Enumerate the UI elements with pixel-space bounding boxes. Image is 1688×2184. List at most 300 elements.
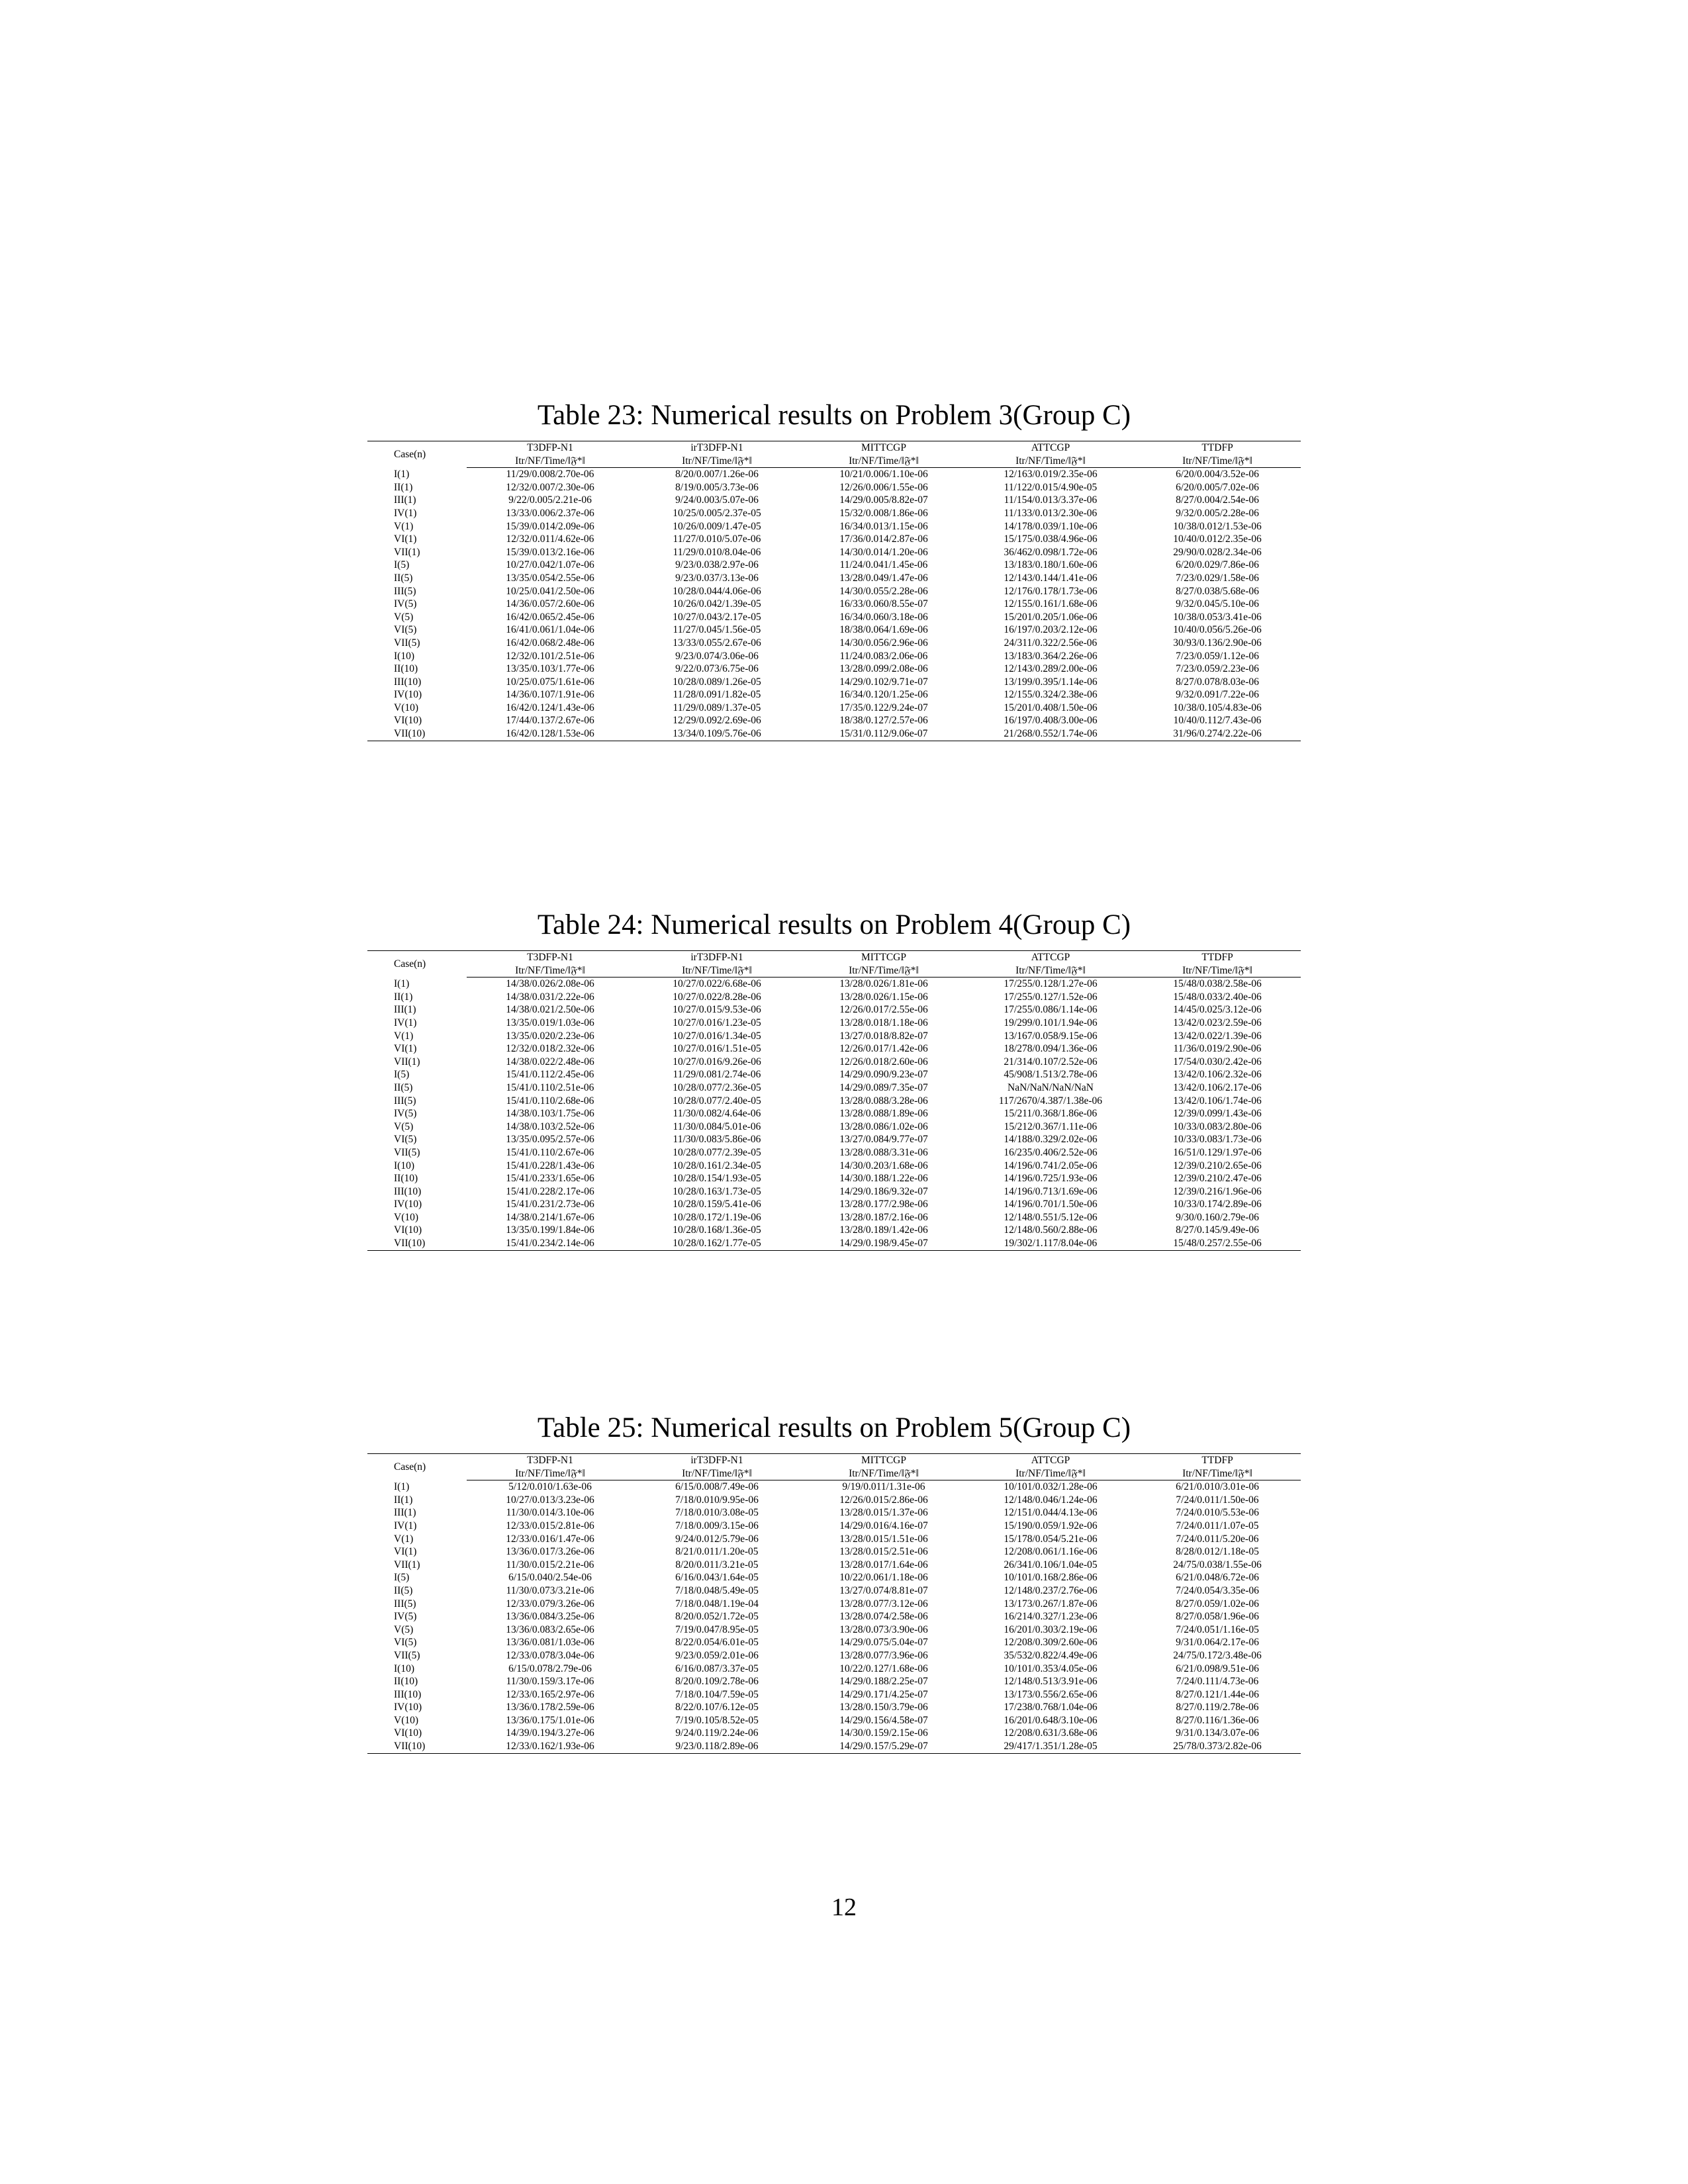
result-cell: 10/22/0.061/1.18e-06 [839, 1572, 928, 1584]
result-cell: 15/41/0.110/2.68e-06 [506, 1095, 594, 1107]
header-metric: Itr/NF/Time/‖𝔉*‖ [633, 964, 800, 978]
result-cell: 12/39/0.216/1.96e-06 [1173, 1185, 1262, 1197]
table-row [367, 1623, 1301, 1637]
result-cell: 11/29/0.081/2.74e-06 [673, 1069, 761, 1081]
result-cell: 11/30/0.082/4.64e-06 [673, 1108, 761, 1120]
table-row [367, 1107, 1301, 1120]
result-cell: 11/28/0.091/1.82e-05 [673, 689, 761, 701]
header-method: irT3DFP-N1 [633, 441, 800, 455]
case-label: V(10) [394, 1714, 419, 1726]
table-row [367, 1649, 1301, 1662]
result-cell: 26/341/0.106/1.04e-05 [1004, 1559, 1098, 1570]
result-cell: 13/28/0.073/3.90e-06 [839, 1623, 928, 1635]
result-cell: 16/34/0.013/1.15e-06 [839, 520, 928, 532]
result-cell: 6/21/0.098/9.51e-06 [1176, 1662, 1259, 1674]
result-cell: 11/30/0.083/5.86e-06 [673, 1134, 761, 1146]
result-cell: 6/20/0.004/3.52e-06 [1176, 469, 1259, 480]
result-cell: 14/29/0.156/4.58e-07 [839, 1714, 928, 1726]
result-cell: 9/23/0.074/3.06e-06 [675, 650, 759, 662]
result-cell: 6/20/0.005/7.02e-06 [1176, 481, 1259, 493]
result-cell: 9/19/0.011/1.31e-06 [842, 1481, 925, 1493]
header-metric: Itr/NF/Time/‖𝔉*‖ [1134, 1467, 1301, 1480]
header-metric: Itr/NF/Time/‖𝔉*‖ [800, 964, 967, 978]
result-cell: 6/21/0.048/6.72e-06 [1176, 1572, 1259, 1584]
table-row [367, 1185, 1301, 1199]
result-cell: 16/41/0.061/1.04e-06 [506, 624, 594, 636]
case-label: I(1) [394, 468, 410, 480]
table-row [367, 1042, 1301, 1056]
case-label: I(10) [394, 650, 414, 662]
result-cell: 6/15/0.008/7.49e-06 [675, 1481, 759, 1493]
table-row [367, 702, 1301, 715]
result-cell: 14/30/0.203/1.68e-06 [839, 1160, 928, 1171]
result-cell: 13/28/0.017/1.64e-06 [839, 1559, 928, 1570]
result-cell: 11/24/0.041/1.45e-06 [839, 559, 928, 571]
header-row-metric [367, 1467, 1301, 1480]
result-cell: 14/39/0.194/3.27e-06 [506, 1727, 594, 1739]
result-cell: 16/33/0.060/8.55e-07 [839, 598, 928, 610]
header-row-methods [367, 951, 1301, 964]
table-row [367, 1740, 1301, 1753]
case-label: VI(10) [394, 715, 422, 727]
case-label: VII(1) [394, 1056, 420, 1068]
result-cell: 10/40/0.056/5.26e-06 [1173, 624, 1262, 636]
result-cell: 10/28/0.154/1.93e-05 [673, 1173, 761, 1185]
table-row [367, 468, 1301, 481]
table-row [367, 1172, 1301, 1185]
result-cell: 8/22/0.054/6.01e-05 [675, 1637, 759, 1649]
result-cell: 7/18/0.010/3.08e-05 [675, 1507, 759, 1519]
result-cell: 13/35/0.095/2.57e-06 [506, 1134, 594, 1146]
case-label: VII(10) [367, 1237, 467, 1250]
header-row-metric [367, 964, 1301, 978]
result-cell: 7/18/0.010/9.95e-06 [675, 1494, 759, 1506]
result-cell: 29/90/0.028/2.34e-06 [1173, 546, 1262, 558]
header-method: irT3DFP-N1 [633, 951, 800, 964]
case-label: IV(1) [394, 507, 417, 519]
result-cell: 9/24/0.012/5.79e-06 [675, 1533, 759, 1545]
result-cell: 11/154/0.013/3.37e-06 [1004, 494, 1098, 506]
table-row [367, 1714, 1301, 1727]
result-cell: 15/41/0.110/2.51e-06 [506, 1081, 594, 1093]
result-cell: 7/23/0.029/1.58e-06 [1176, 572, 1259, 584]
result-cell: 11/36/0.019/2.90e-06 [1173, 1043, 1262, 1055]
result-cell: 15/190/0.059/1.92e-06 [1004, 1520, 1098, 1531]
result-cell: 14/38/0.214/1.67e-06 [506, 1211, 594, 1223]
table-row [367, 714, 1301, 727]
result-cell: 11/30/0.159/3.17e-06 [506, 1676, 594, 1688]
result-cell: 13/33/0.055/2.67e-06 [673, 637, 761, 649]
result-cell: 25/78/0.373/2.82e-06 [1134, 1740, 1301, 1753]
result-cell: 14/30/0.188/1.22e-06 [839, 1173, 928, 1185]
case-label: VI(5) [394, 624, 417, 636]
result-cell: 12/26/0.015/2.86e-06 [839, 1494, 928, 1506]
result-cell: 7/23/0.059/1.12e-06 [1176, 650, 1259, 662]
table-row [367, 1662, 1301, 1676]
result-cell: 15/32/0.008/1.86e-06 [839, 507, 928, 519]
case-label: II(1) [394, 481, 413, 493]
table-row [367, 507, 1301, 520]
result-cell: 10/28/0.089/1.26e-05 [673, 676, 761, 688]
case-label: VII(5) [394, 637, 420, 649]
result-cell: 13/42/0.023/2.59e-06 [1173, 1017, 1262, 1028]
result-cell: 8/27/0.059/1.02e-06 [1176, 1598, 1259, 1610]
case-label: VII(10) [367, 727, 467, 741]
table-row [367, 481, 1301, 494]
result-cell: 10/101/0.353/4.05e-06 [1004, 1662, 1098, 1674]
result-cell: 13/28/0.077/3.12e-06 [839, 1598, 928, 1610]
result-cell: 11/29/0.008/2.70e-06 [506, 469, 594, 480]
result-cell: 7/18/0.048/5.49e-05 [675, 1584, 759, 1596]
table-row [367, 1095, 1301, 1108]
result-cell: 13/42/0.106/2.17e-06 [1173, 1081, 1262, 1093]
table-row [367, 533, 1301, 546]
table-row [367, 1237, 1301, 1250]
result-cell: 12/33/0.015/2.81e-06 [506, 1520, 594, 1531]
result-cell: 7/24/0.054/3.35e-06 [1176, 1584, 1259, 1596]
table-row [367, 1494, 1301, 1507]
result-cell: 12/26/0.017/1.42e-06 [839, 1043, 928, 1055]
result-cell: 9/32/0.045/5.10e-06 [1176, 598, 1259, 610]
result-cell: 15/178/0.054/5.21e-06 [1004, 1533, 1098, 1545]
result-cell: 8/20/0.011/3.21e-05 [675, 1559, 759, 1570]
table-row [367, 1506, 1301, 1520]
result-cell: 10/28/0.159/5.41e-06 [673, 1199, 761, 1210]
result-cell: 12/29/0.092/2.69e-06 [673, 715, 761, 727]
result-cell: 17/36/0.014/2.87e-06 [839, 533, 928, 545]
table-row [367, 1610, 1301, 1623]
result-cell: 11/30/0.073/3.21e-06 [506, 1584, 594, 1596]
result-cell: 11/27/0.010/5.07e-06 [673, 533, 761, 545]
case-label: V(10) [394, 702, 419, 713]
result-cell: 12/26/0.017/2.55e-06 [839, 1004, 928, 1016]
result-cell: 24/75/0.038/1.55e-06 [1173, 1559, 1262, 1570]
result-cell: 12/208/0.631/3.68e-06 [1004, 1727, 1098, 1739]
case-label: IV(10) [394, 1702, 422, 1713]
result-cell: 18/38/0.127/2.57e-06 [839, 715, 928, 727]
result-cell: 13/173/0.556/2.65e-06 [1004, 1688, 1098, 1700]
header-metric: Itr/NF/Time/‖𝔉*‖ [800, 1467, 967, 1480]
result-cell: 15/201/0.408/1.50e-06 [1004, 702, 1098, 713]
result-cell: 15/212/0.367/1.11e-06 [1004, 1120, 1098, 1132]
table-24-block [367, 907, 1301, 1251]
table-row [367, 978, 1301, 991]
result-cell: 13/28/0.189/1.42e-06 [839, 1224, 928, 1236]
result-cell: 7/24/0.011/5.20e-06 [1176, 1533, 1259, 1545]
result-cell: 14/29/0.186/9.32e-07 [839, 1185, 928, 1197]
result-cell: 6/16/0.043/1.64e-05 [675, 1572, 759, 1584]
result-cell: 8/27/0.004/2.54e-06 [1176, 494, 1259, 506]
result-cell: 12/151/0.044/4.13e-06 [1004, 1507, 1098, 1519]
case-label: III(10) [394, 676, 422, 688]
case-label: V(5) [394, 1120, 414, 1132]
table-row [367, 1198, 1301, 1211]
result-cell: 12/148/0.560/2.88e-06 [1004, 1224, 1098, 1236]
result-cell: 10/40/0.112/7.43e-06 [1173, 715, 1262, 727]
result-cell: 14/29/0.157/5.29e-07 [800, 1740, 967, 1753]
case-label: VI(10) [394, 1224, 422, 1236]
result-cell: 18/38/0.064/1.69e-06 [839, 624, 928, 636]
header-metric: Itr/NF/Time/‖𝔉*‖ [967, 964, 1134, 978]
result-cell: 8/27/0.116/1.36e-06 [1176, 1714, 1259, 1726]
table-row [367, 1675, 1301, 1688]
case-label: II(10) [394, 663, 418, 675]
result-cell: 10/26/0.042/1.39e-05 [673, 598, 761, 610]
result-cell: 14/188/0.329/2.02e-06 [1004, 1134, 1098, 1146]
result-cell: 12/208/0.309/2.60e-06 [1004, 1637, 1098, 1649]
result-cell: 13/28/0.099/2.08e-06 [839, 663, 928, 675]
result-cell: 31/96/0.274/2.22e-06 [1134, 727, 1301, 741]
result-cell: 7/24/0.051/1.16e-05 [1176, 1623, 1259, 1635]
result-cell: 15/39/0.013/2.16e-06 [506, 546, 594, 558]
result-cell: 10/28/0.161/2.34e-05 [673, 1160, 761, 1171]
case-label: VI(1) [394, 1043, 417, 1055]
result-cell: 12/155/0.324/2.38e-06 [1004, 689, 1098, 701]
result-cell: 11/133/0.013/2.30e-06 [1004, 507, 1098, 519]
result-cell: 15/39/0.014/2.09e-06 [506, 520, 594, 532]
table-row [367, 727, 1301, 741]
page-number: 12 [831, 1893, 857, 1921]
result-cell: 7/23/0.059/2.23e-06 [1176, 663, 1259, 675]
result-cell: 10/27/0.015/9.53e-06 [673, 1004, 761, 1016]
result-cell: 9/23/0.038/2.97e-06 [675, 559, 759, 571]
result-cell: 10/27/0.013/3.23e-06 [506, 1494, 594, 1506]
table-row [367, 1081, 1301, 1095]
result-cell: 10/27/0.016/1.51e-05 [673, 1043, 761, 1055]
case-label: VII(1) [394, 1559, 420, 1570]
result-cell: 13/27/0.084/9.77e-07 [839, 1134, 928, 1146]
result-cell: 10/40/0.012/2.35e-06 [1173, 533, 1262, 545]
result-cell: 17/255/0.127/1.52e-06 [1004, 991, 1098, 1003]
case-label: VII(5) [394, 1146, 420, 1158]
result-cell: 14/30/0.014/1.20e-06 [839, 546, 928, 558]
case-label: I(1) [394, 1480, 410, 1492]
result-cell: 16/42/0.128/1.53e-06 [467, 727, 633, 741]
case-label: IV(1) [394, 1017, 417, 1028]
result-cell: 13/27/0.018/8.82e-07 [839, 1030, 928, 1042]
result-cell: 13/28/0.026/1.81e-06 [839, 978, 928, 990]
result-cell: 16/201/0.648/3.10e-06 [1004, 1714, 1098, 1726]
table-row [367, 1688, 1301, 1702]
result-cell: 16/201/0.303/2.19e-06 [1004, 1623, 1098, 1635]
case-label: II(10) [394, 1676, 418, 1688]
table-body [367, 1480, 1301, 1753]
case-label: II(1) [394, 991, 413, 1003]
table-row [367, 1160, 1301, 1173]
result-cell: 8/28/0.012/1.18e-05 [1176, 1546, 1259, 1558]
case-label: II(10) [394, 1173, 418, 1185]
result-cell: NaN/NaN/NaN/NaN [1008, 1081, 1094, 1093]
result-cell: 7/18/0.048/1.19e-04 [675, 1598, 759, 1610]
result-cell: 14/29/0.089/7.35e-07 [839, 1081, 928, 1093]
table-row [367, 676, 1301, 689]
case-label: VII(1) [394, 546, 420, 558]
result-cell: 8/22/0.107/6.12e-05 [675, 1702, 759, 1713]
header-row-methods [367, 1454, 1301, 1467]
case-label: V(5) [394, 1623, 414, 1635]
case-label: I(1) [394, 978, 410, 989]
result-cell: 12/155/0.161/1.68e-06 [1004, 598, 1098, 610]
result-cell: 8/27/0.078/8.03e-06 [1176, 676, 1259, 688]
result-cell: 35/532/0.822/4.49e-06 [1004, 1649, 1098, 1661]
case-label: VI(10) [394, 1727, 422, 1739]
result-cell: 12/33/0.079/3.26e-06 [506, 1598, 594, 1610]
result-cell: 7/18/0.104/7.59e-05 [675, 1688, 759, 1700]
result-cell: 13/36/0.178/2.59e-06 [506, 1702, 594, 1713]
case-label: VI(5) [394, 1637, 417, 1649]
result-cell: 10/38/0.053/3.41e-06 [1173, 611, 1262, 623]
result-cell: 12/148/0.513/3.91e-06 [1004, 1676, 1098, 1688]
result-cell: 24/75/0.172/3.48e-06 [1173, 1649, 1262, 1661]
table-row [367, 1571, 1301, 1584]
result-cell: 13/28/0.177/2.98e-06 [839, 1199, 928, 1210]
result-cell: 12/33/0.078/3.04e-06 [506, 1649, 594, 1661]
result-cell: 36/462/0.098/1.72e-06 [1004, 546, 1098, 558]
result-cell: 8/27/0.058/1.96e-06 [1176, 1611, 1259, 1623]
case-label: I(5) [394, 559, 410, 571]
result-cell: 24/311/0.322/2.56e-06 [1004, 637, 1098, 649]
result-cell: 19/299/0.101/1.94e-06 [1004, 1017, 1098, 1028]
table-caption: Table 24: Numerical results on Problem 4(Group C) [537, 909, 1131, 940]
result-cell: 10/38/0.105/4.83e-06 [1173, 702, 1262, 713]
result-cell: 7/24/0.010/5.53e-06 [1176, 1507, 1259, 1519]
result-cell: 13/28/0.088/3.31e-06 [839, 1146, 928, 1158]
case-label: II(5) [394, 1584, 413, 1596]
result-cell: 17/255/0.086/1.14e-06 [1004, 1004, 1098, 1016]
case-label: III(1) [394, 1507, 416, 1519]
result-cell: 15/48/0.257/2.55e-06 [1134, 1237, 1301, 1250]
result-cell: 11/30/0.015/2.21e-06 [506, 1559, 594, 1570]
result-cell: 17/255/0.128/1.27e-06 [1004, 978, 1098, 990]
result-cell: 7/24/0.111/4.73e-06 [1176, 1676, 1259, 1688]
result-cell: 14/29/0.090/9.23e-07 [839, 1069, 928, 1081]
result-cell: 8/20/0.052/1.72e-05 [675, 1611, 759, 1623]
case-label: IV(5) [394, 1611, 417, 1623]
result-cell: 12/39/0.210/2.47e-06 [1173, 1173, 1262, 1185]
header-metric: Itr/NF/Time/‖𝔉*‖ [1134, 455, 1301, 468]
case-label: III(5) [394, 1095, 416, 1107]
result-cell: 13/42/0.022/1.39e-06 [1173, 1030, 1262, 1042]
result-cell: 14/29/0.188/2.25e-07 [839, 1676, 928, 1688]
case-label: IV(10) [394, 1199, 422, 1210]
result-cell: 10/101/0.168/2.86e-06 [1004, 1572, 1098, 1584]
result-cell: 8/27/0.121/1.44e-06 [1176, 1688, 1259, 1700]
result-cell: 14/36/0.057/2.60e-06 [506, 598, 594, 610]
table-row [367, 1003, 1301, 1017]
result-cell: 9/32/0.005/2.28e-06 [1176, 507, 1259, 519]
table-row [367, 1584, 1301, 1598]
case-label: VI(1) [394, 533, 417, 545]
result-cell: 117/2670/4.387/1.38e-06 [998, 1095, 1103, 1107]
result-cell: 12/148/0.237/2.76e-06 [1004, 1584, 1098, 1596]
table-body [367, 468, 1301, 741]
table-row [367, 650, 1301, 663]
result-cell: 15/31/0.112/9.06e-07 [800, 727, 967, 741]
result-cell: 7/24/0.011/1.50e-06 [1176, 1494, 1259, 1506]
result-cell: 14/30/0.056/2.96e-06 [839, 637, 928, 649]
case-label: I(5) [394, 1572, 410, 1584]
result-cell: 15/41/0.234/2.14e-06 [467, 1237, 633, 1250]
header-metric: Itr/NF/Time/‖𝔉*‖ [467, 455, 633, 468]
table-row [367, 598, 1301, 611]
result-cell: 6/16/0.087/3.37e-05 [675, 1662, 759, 1674]
result-cell: 9/31/0.064/2.17e-06 [1176, 1637, 1259, 1649]
result-cell: 12/32/0.007/2.30e-06 [506, 481, 594, 493]
result-cell: 14/29/0.005/8.82e-07 [839, 494, 928, 506]
result-cell: 13/42/0.106/2.32e-06 [1173, 1069, 1262, 1081]
result-cell: 13/28/0.049/1.47e-06 [839, 572, 928, 584]
result-cell: 11/30/0.014/3.10e-06 [506, 1507, 594, 1519]
result-cell: 12/176/0.178/1.73e-06 [1004, 585, 1098, 597]
case-label: I(5) [394, 1069, 410, 1081]
table-row [367, 1520, 1301, 1533]
results-table [367, 1453, 1301, 1754]
result-cell: 13/173/0.267/1.87e-06 [1004, 1598, 1098, 1610]
header-metric: Itr/NF/Time/‖𝔉*‖ [633, 455, 800, 468]
result-cell: 16/42/0.065/2.45e-06 [506, 611, 594, 623]
header-case: Case(n) [367, 1454, 467, 1480]
header-method: T3DFP-N1 [467, 441, 633, 455]
table-25-block [367, 1410, 1301, 1754]
result-cell: 13/42/0.106/1.74e-06 [1173, 1095, 1262, 1107]
result-cell: 6/15/0.040/2.54e-06 [508, 1572, 592, 1584]
header-metric: Itr/NF/Time/‖𝔉*‖ [1134, 964, 1301, 978]
table-row [367, 520, 1301, 533]
result-cell: 9/23/0.118/2.89e-06 [633, 1740, 800, 1753]
header-method: ATTCGP [967, 441, 1134, 455]
result-cell: 10/28/0.163/1.73e-05 [673, 1185, 761, 1197]
header-method: TTDFP [1134, 951, 1301, 964]
result-cell: 10/101/0.032/1.28e-06 [1004, 1481, 1098, 1493]
result-cell: 10/27/0.022/8.28e-06 [673, 991, 761, 1003]
result-cell: 10/28/0.077/2.40e-05 [673, 1095, 761, 1107]
result-cell: 13/35/0.054/2.55e-06 [506, 572, 594, 584]
result-cell: 14/196/0.701/1.50e-06 [1004, 1199, 1098, 1210]
result-cell: 15/48/0.038/2.58e-06 [1173, 978, 1262, 990]
result-cell: 13/33/0.006/2.37e-06 [506, 507, 594, 519]
result-cell: 14/196/0.713/1.69e-06 [1004, 1185, 1098, 1197]
header-method: MITTCGP [800, 951, 967, 964]
result-cell: 17/44/0.137/2.67e-06 [506, 715, 594, 727]
results-table [367, 441, 1301, 741]
result-cell: 12/33/0.016/1.47e-06 [506, 1533, 594, 1545]
result-cell: 10/38/0.012/1.53e-06 [1173, 520, 1262, 532]
result-cell: 8/20/0.109/2.78e-06 [675, 1676, 759, 1688]
result-cell: 9/23/0.059/2.01e-06 [675, 1649, 759, 1661]
result-cell: 15/41/0.228/1.43e-06 [506, 1160, 594, 1171]
result-cell: 14/178/0.039/1.10e-06 [1004, 520, 1098, 532]
result-cell: 10/27/0.016/1.34e-05 [673, 1030, 761, 1042]
header-row-metric [367, 455, 1301, 468]
result-cell: 13/28/0.086/1.02e-06 [839, 1120, 928, 1132]
result-cell: 10/26/0.009/1.47e-05 [673, 520, 761, 532]
result-cell: 10/28/0.044/4.06e-06 [673, 585, 761, 597]
table-row [367, 1727, 1301, 1740]
result-cell: 15/41/0.233/1.65e-06 [506, 1173, 594, 1185]
header-case: Case(n) [367, 951, 467, 978]
case-label: III(10) [394, 1185, 422, 1197]
result-cell: 13/35/0.019/1.03e-06 [506, 1017, 594, 1028]
result-cell: 9/31/0.134/3.07e-06 [1176, 1727, 1259, 1739]
result-cell: 14/45/0.025/3.12e-06 [1173, 1004, 1262, 1016]
result-cell: 12/32/0.101/2.51e-06 [506, 650, 594, 662]
result-cell: 11/29/0.089/1.37e-05 [673, 702, 761, 713]
result-cell: 13/28/0.088/1.89e-06 [839, 1108, 928, 1120]
header-method: TTDFP [1134, 1454, 1301, 1467]
result-cell: 13/183/0.364/2.26e-06 [1004, 650, 1098, 662]
result-cell: 10/28/0.172/1.19e-06 [673, 1211, 761, 1223]
result-cell: 15/41/0.228/2.17e-06 [506, 1185, 594, 1197]
